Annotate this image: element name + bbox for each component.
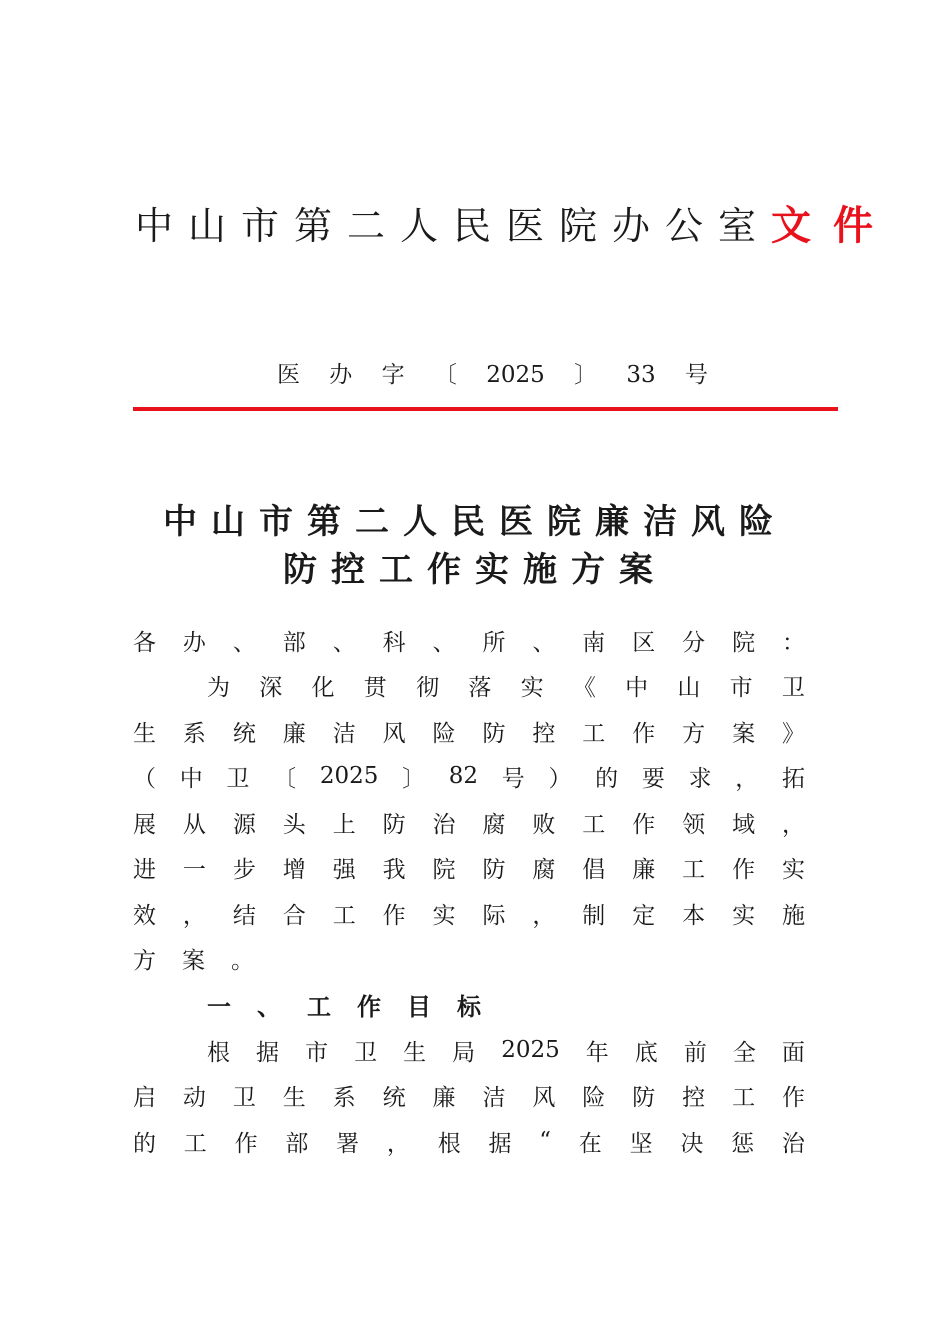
body-paragraph-line: 进 一 步 增 强 我 院 防 腐 倡 廉 工 作 实 [133, 856, 805, 883]
body-paragraph-line: 方 案 。 [133, 947, 254, 974]
body-paragraph-line: 展 从 源 头 上 防 治 腐 败 工 作 领 域 ， [133, 811, 805, 838]
body-paragraph-line: 生 系 统 廉 洁 风 险 防 控 工 作 方 案 》 [133, 720, 805, 747]
document-title-line-2: 防控工作实施方案 [283, 550, 667, 590]
document-number: 医 办 字 〔 2025 〕 33 号 [277, 362, 708, 388]
section-heading: 一 、 工 作 目 标 [207, 992, 481, 1021]
document-header [135, 194, 896, 250]
issuing-office-name: 中山市第二人民医院办公室 [135, 204, 772, 248]
document-title-line-1: 中山市第二人民医院廉洁风险 [163, 502, 787, 542]
body-paragraph-line: 效 ， 结 合 工 作 实 际 ， 制 定 本 实 施 [133, 902, 805, 929]
document-type-label: 文件 [771, 203, 896, 249]
header-divider [133, 407, 838, 411]
body-paragraph-line: 的 工 作 部 署 ， 根 据 “ 在 坚 决 惩 治 [133, 1128, 805, 1157]
salutation: 各 办 、 部 、 科 、 所 、 南 区 分 院 ： [133, 629, 805, 656]
body-paragraph-line: 为 深 化 贯 彻 落 实 《 中 山 市 卫 [207, 674, 805, 701]
body-paragraph-line: 根 据 市 卫 生 局 2025 年 底 前 全 面 [207, 1037, 805, 1066]
body-paragraph-line: 启 动 卫 生 系 统 廉 洁 风 险 防 控 工 作 [133, 1084, 805, 1111]
body-paragraph-line: （ 中 卫 〔 2025 〕 82 号 ） 的 要 求 ， 拓 [133, 763, 805, 792]
